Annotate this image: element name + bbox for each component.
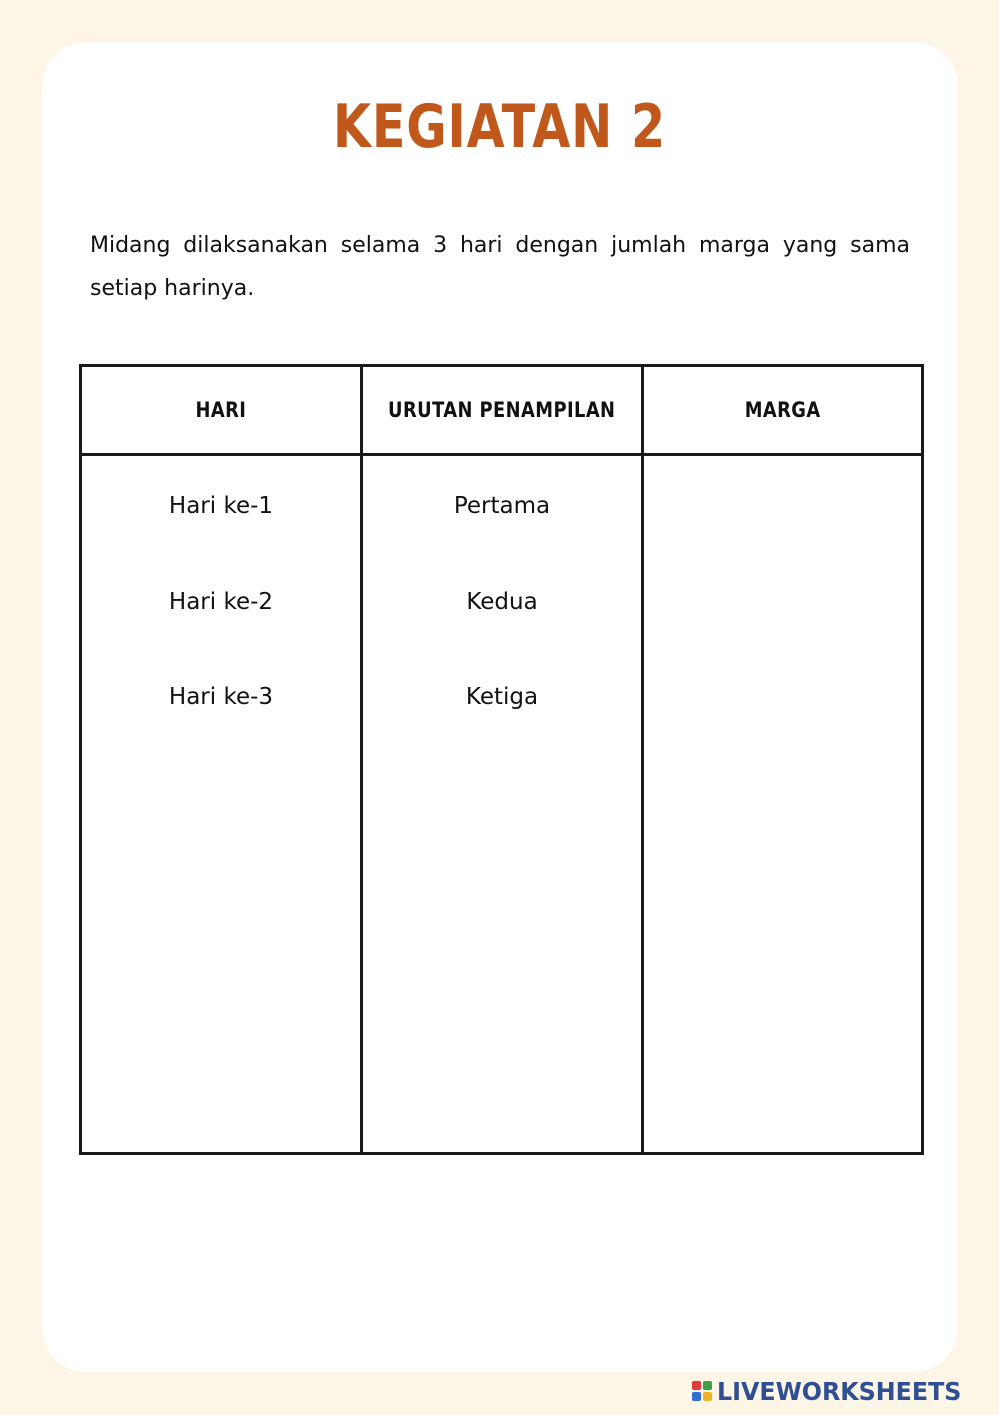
worksheet-title: KEGIATAN 2 (332, 92, 667, 162)
cell-marga-1[interactable] (644, 491, 922, 521)
cell-hari-2: Hari ke-2 (168, 589, 274, 615)
cell-hari-1: Hari ke-1 (168, 493, 274, 519)
cell-urutan-3: Ketiga (465, 684, 539, 710)
cell-marga-2[interactable] (644, 587, 922, 617)
header-hari: HARI (195, 398, 247, 422)
column-divider (360, 367, 363, 1152)
header-divider (82, 453, 921, 456)
header-marga: MARGA (745, 398, 821, 422)
cell-urutan-2: Kedua (466, 589, 538, 615)
cell-marga-3[interactable] (644, 682, 922, 712)
column-divider (641, 367, 644, 1152)
cell-urutan-1: Pertama (453, 493, 551, 519)
liveworksheets-logo-icon (692, 1381, 712, 1401)
header-urutan-penampilan: URUTAN PENAMPILAN (388, 398, 616, 422)
answer-table (79, 364, 924, 1155)
brand-name: LIVEWORKSHEETS (717, 1376, 962, 1406)
cell-hari-3: Hari ke-3 (168, 684, 274, 710)
liveworksheets-brand[interactable] (692, 1376, 974, 1406)
instruction-text: Midang dilaksanakan selama 3 hari dengan jumlah marga yang sama setiap harinya. (90, 233, 910, 301)
